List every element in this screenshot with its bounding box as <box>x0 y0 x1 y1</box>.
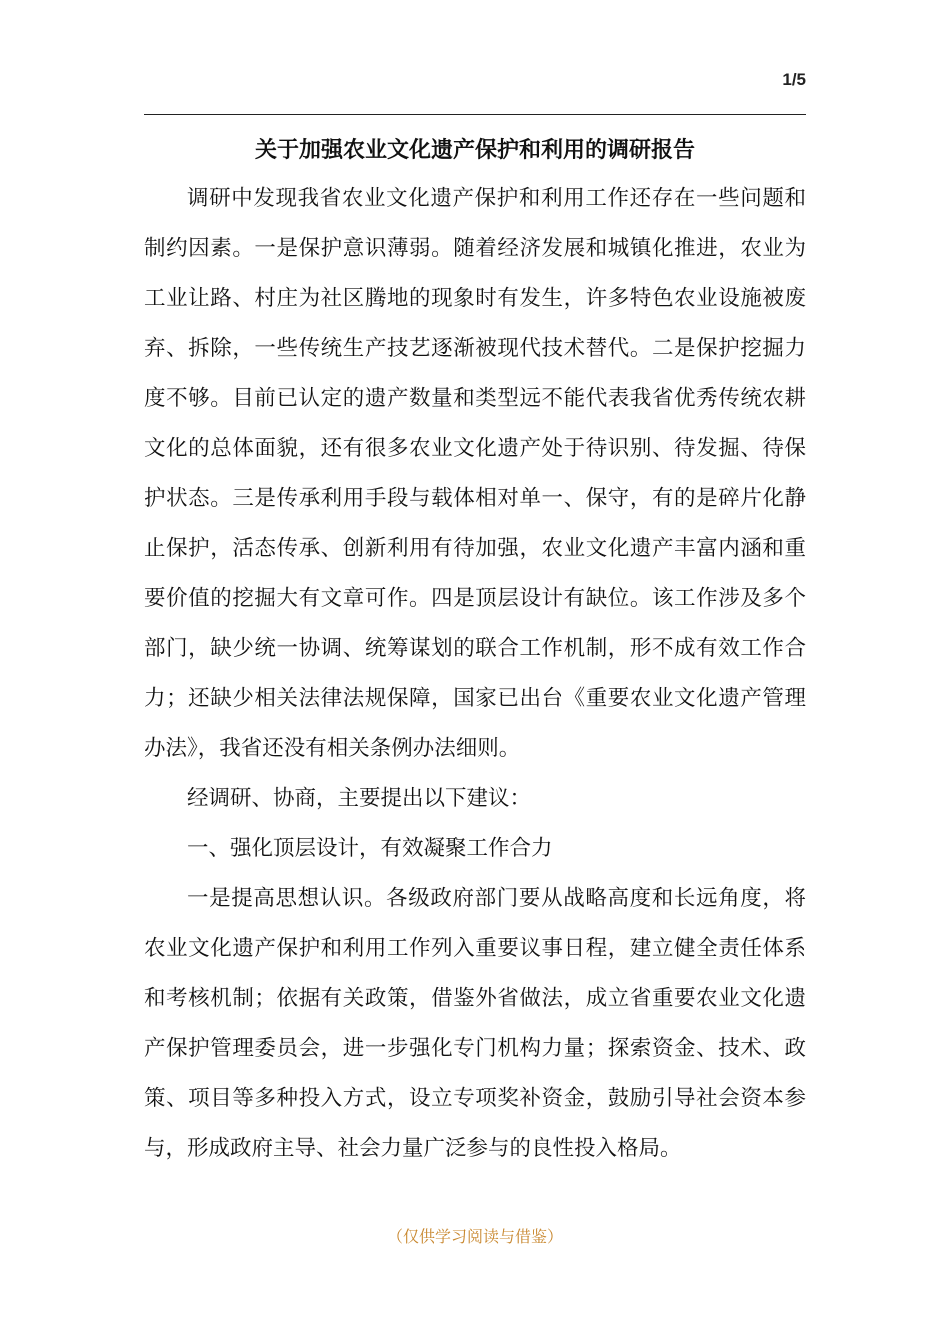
document-title: 关于加强农业文化遗产保护和利用的调研报告 <box>254 138 695 163</box>
paragraph-suggestions-intro: 经调研、协商，主要提出以下建议： <box>187 786 532 811</box>
header-divider <box>144 114 806 115</box>
page-number: 1/5 <box>782 70 806 89</box>
document-body <box>144 174 806 1174</box>
footer-note: （仅供学习阅读与借鉴） <box>386 1227 563 1246</box>
section-heading-1: 一、强化顶层设计，有效凝聚工作合力 <box>187 836 553 861</box>
paragraph-problems: 调研中发现我省农业文化遗产保护和利用工作还存在一些问题和制约因素。一是保护意识薄弱。随着经济发展和城镇化推进，农业为工业让路、村庄为社区腾地的现象时有发生，许多特色农业设施被废弃、拆除，一些传统生产技艺逐渐被现代技术替代。二是保护挖掘力度不够。目前已认定的遗产数量和类型远不能代表我省优秀传统农耕文化的总体面貌，还有很多农业文化遗产处于待识别、待发掘、待保护状态。三是传承利用手段与载体相对单一、保守，有的是碎片化静止保护，活态传承、创新利用有待加强，农业文化遗产丰富内涵和重要价值的挖掘大有文章可作。四是顶层设计有缺位。该工作涉及多个部门，缺少统一协调、统筹谋划的联合工作机制，形不成有效工作合力；还缺少相关法律法规保障，国家已出台《重要农业文化遗产管理办法》，我省还没有相关条例办法细则。 <box>144 186 806 761</box>
paragraph-raise-awareness: 一是提高思想认识。各级政府部门要从战略高度和长远角度，将农业文化遗产保护和利用工作列入重要议事日程，建立健全责任体系和考核机制；依据有关政策，借鉴外省做法，成立省重要农业文化遗产保护管理委员会，进一步强化专门机构力量；探索资金、技术、政策、项目等多种投入方式，设立专项奖补资金，鼓励引导社会资本参与，形成政府主导、社会力量广泛参与的良性投入格局。 <box>144 886 806 1161</box>
